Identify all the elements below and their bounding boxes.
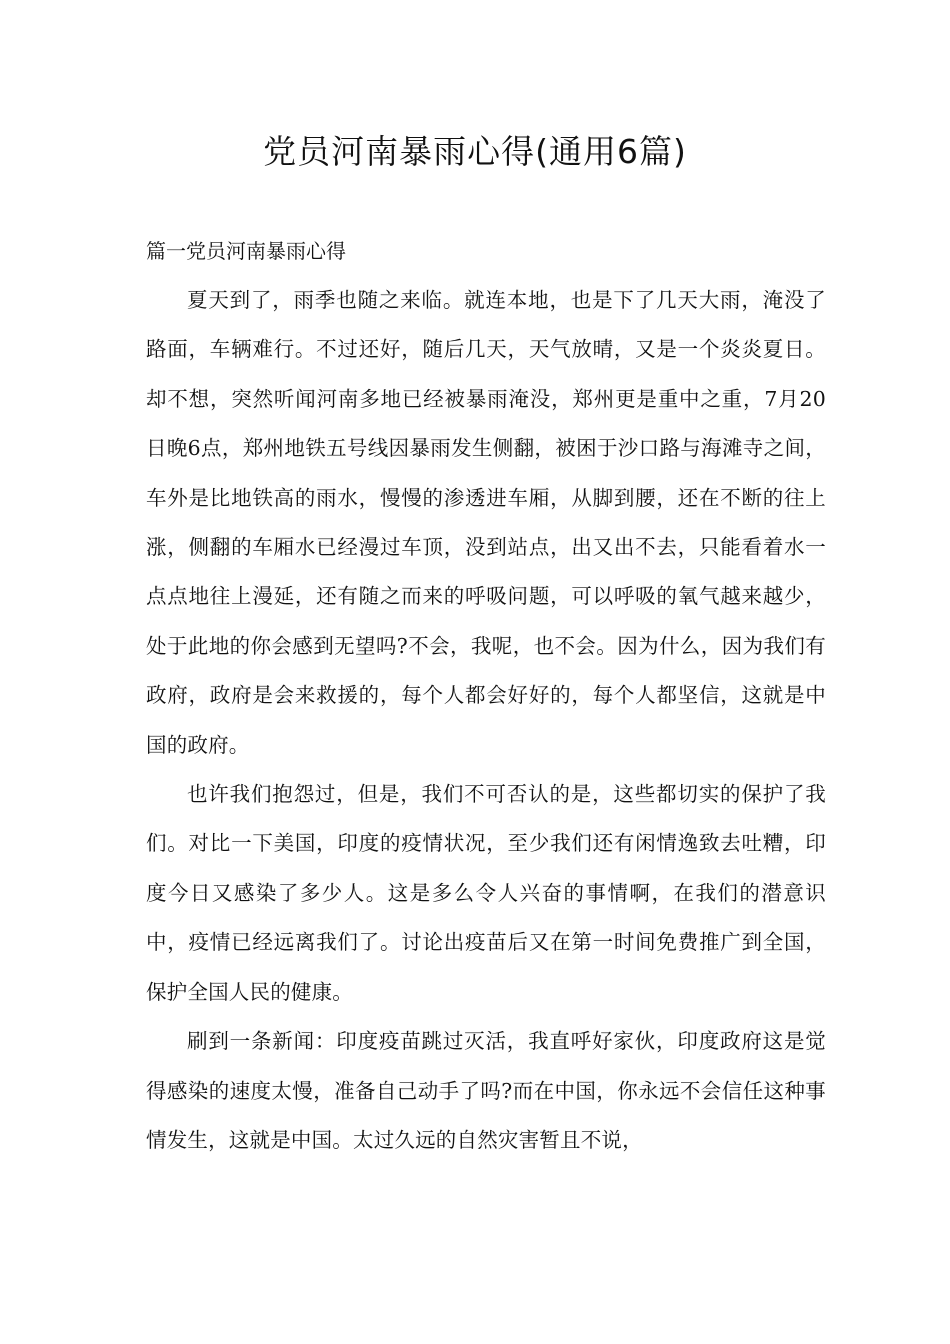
document-title: 党员河南暴雨心得(通用6篇) — [263, 132, 687, 171]
document-body — [146, 276, 826, 1165]
paragraph: 夏天到了，雨季也随之来临。就连本地，也是下了几天大雨，淹没了路面，车辆难行。不过还好，随后几天，天气放晴，又是一个炎炎夏日。却不想，突然听闻河南多地已经被暴雨淹没，郑州更是重中之重，7月20日晚6点，郑州地铁五号线因暴雨发生侧翻，被困于沙口路与海滩寺之间，车外是比地铁高的雨水，慢慢的渗透进车厢，从脚到腰，还在不断的往上涨，侧翻的车厢水已经漫过车顶，没到站点，出又出不去，只能看着水一点点地往上漫延，还有随之而来的呼吸问题，可以呼吸的氧气越来越少，处于此地的你会感到无望吗?不会，我呢，也不会。因为什么，因为我们有政府，政府是会来救援的，每个人都会好好的，每个人都坚信，这就是中国的政府。 — [146, 288, 826, 757]
paragraph: 刷到一条新闻：印度疫苗跳过灭活，我直呼好家伙，印度政府这是觉得感染的速度太慢，准备自己动手了吗?而在中国，你永远不会信任这种事情发生，这就是中国。太过久远的自然灾害暂且不说， — [146, 1029, 826, 1152]
section-heading: 篇一党员河南暴雨心得 — [146, 239, 346, 263]
paragraph: 也许我们抱怨过，但是，我们不可否认的是，这些都切实的保护了我们。对比一下美国，印度的疫情状况，至少我们还有闲情逸致去吐糟，印度今日又感染了多少人。这是多么令人兴奋的事情啊，在我们的潜意识中，疫情已经远离我们了。讨论出疫苗后又在第一时间免费推广到全国，保护全国人民的健康。 — [146, 782, 826, 1004]
